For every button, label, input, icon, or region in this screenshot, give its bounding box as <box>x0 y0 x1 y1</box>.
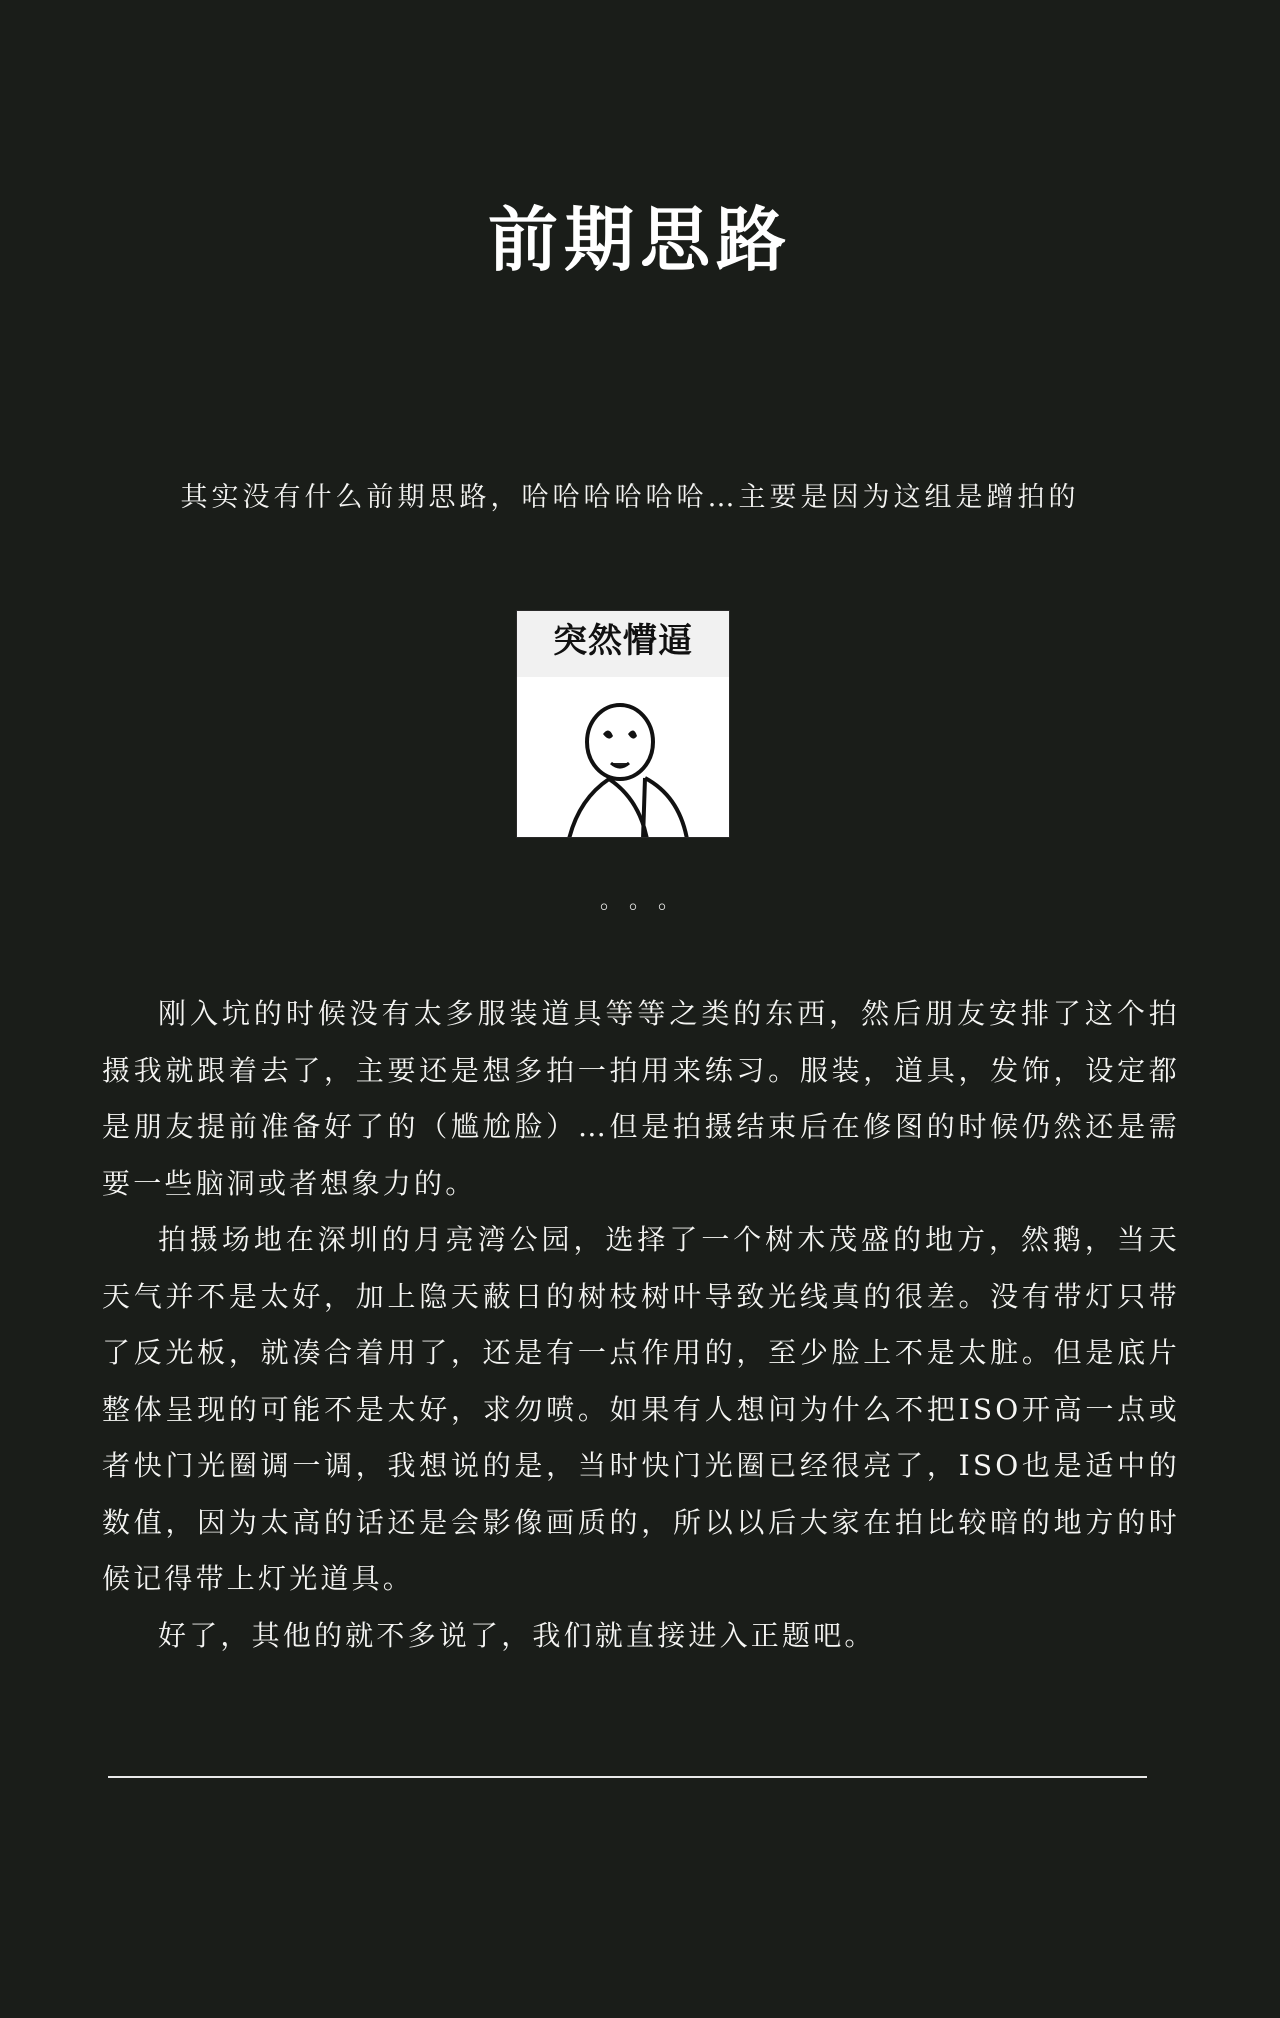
meme-image <box>516 610 730 838</box>
intro-text: 其实没有什么前期思路，哈哈哈哈哈哈…主要是因为这组是蹭拍的 <box>180 482 1080 513</box>
section-divider <box>108 1776 1147 1778</box>
article-body <box>102 986 1180 1664</box>
paragraph-1: 刚入坑的时候没有太多服装道具等等之类的东西，然后朋友安排了这个拍摄我就跟着去了，主要还是想多拍一拍用来练习。服装，道具，发饰，设定都是朋友提前准备好了的（尴尬脸）…但是拍摄结束后在修图的时候仍然还是需要一些脑洞或者想象力的。 <box>102 997 1180 1200</box>
ellipsis: 。。。 <box>599 889 698 914</box>
meme-caption: 突然懵逼 <box>553 621 693 661</box>
paragraph-2: 拍摄场地在深圳的月亮湾公园，选择了一个树木茂盛的地方，然鹅，当天天气并不是太好，加上隐天蔽日的树枝树叶导致光线真的很差。没有带灯只带了反光板，就凑合着用了，还是有一点作用的，至少脸上不是太脏。但是底片整体呈现的可能不是太好，求勿喷。如果有人想问为什么不把ISO开高一点或者快门光圈调一调，我想说的是，当时快门光圈已经很亮了，ISO也是适中的数值，因为太高的话还是会影像画质的，所以以后大家在拍比较暗的地方的时候记得带上灯光道具。 <box>102 1223 1180 1595</box>
paragraph-3: 好了，其他的就不多说了，我们就直接进入正题吧。 <box>158 1618 876 1652</box>
page-title: 前期思路 <box>488 198 792 281</box>
